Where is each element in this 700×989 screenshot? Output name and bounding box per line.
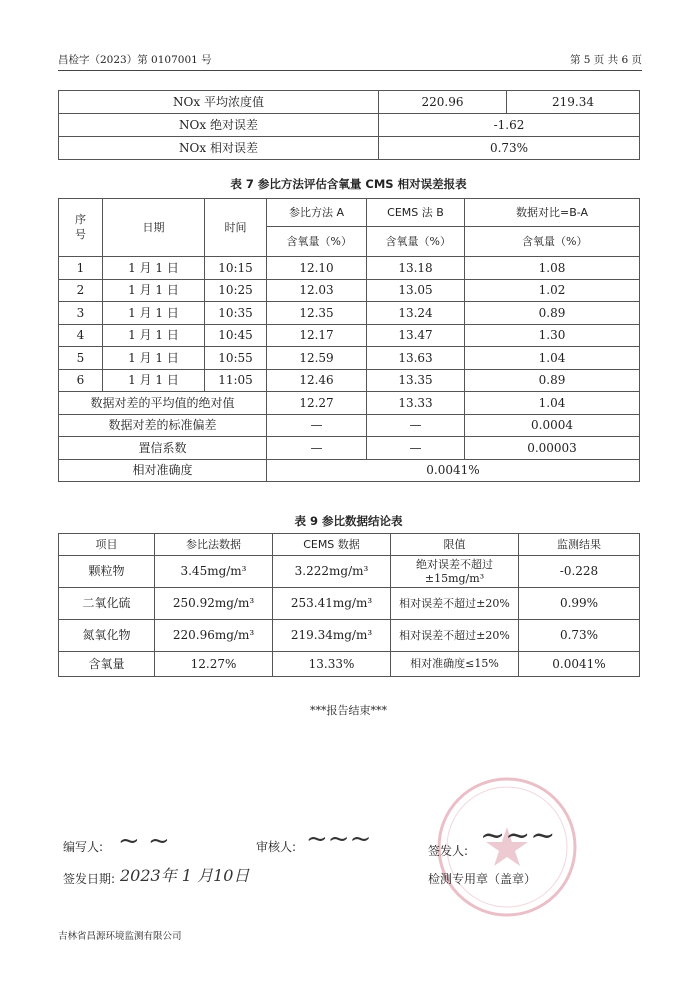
header-result: 监测结果 — [519, 534, 640, 556]
nox-abs-value: -1.62 — [379, 114, 640, 137]
page-info: 第 5 页 共 6 页 — [569, 54, 642, 66]
cell-date: 1 月 1 日 — [103, 369, 205, 392]
nox-rel-label: NOx 相对误差 — [59, 137, 379, 160]
summary-label: 数据对差的标准偏差 — [59, 414, 267, 437]
subheader-ref: 含氧量（%） — [267, 227, 367, 257]
cell-diff: 1.30 — [465, 324, 640, 347]
cell-ref: 12.17 — [267, 324, 367, 347]
cell-limit: 相对误差不超过±20% — [391, 620, 519, 652]
table-row — [59, 114, 640, 137]
table-row — [59, 369, 640, 392]
cell-item: 含氧量 — [59, 652, 155, 677]
table-row — [59, 302, 640, 325]
cell-item: 颗粒物 — [59, 556, 155, 588]
nox-avg-cems: 219.34 — [507, 91, 640, 114]
table7-caption: 表 7 参比方法评估含氧量 CMS 相对误差报表 — [230, 177, 467, 191]
cell-cems: 13.33% — [273, 652, 391, 677]
cell-seq: 4 — [59, 324, 103, 347]
cell-cems: 3.222mg/m³ — [273, 556, 391, 588]
cell-diff: 0.00003 — [465, 437, 640, 460]
header-item: 项目 — [59, 534, 155, 556]
cell-cems: 219.34mg/m³ — [273, 620, 391, 652]
cell-date: 1 月 1 日 — [103, 257, 205, 280]
issuer-signature: ~~~ — [480, 818, 556, 853]
cell-limit: 相对准确度≤15% — [391, 652, 519, 677]
cell-ref: 250.92mg/m³ — [155, 588, 273, 620]
nox-avg-label: NOx 平均浓度值 — [59, 91, 379, 114]
cell-ref: 12.03 — [267, 279, 367, 302]
cell-date: 1 月 1 日 — [103, 302, 205, 325]
cell-limit: 相对误差不超过±20% — [391, 588, 519, 620]
cell-diff: 0.89 — [465, 369, 640, 392]
summary-row — [59, 392, 640, 415]
footer-company: 吉林省昌源环境监测有限公司 — [58, 931, 182, 942]
cell-cems: — — [367, 414, 465, 437]
cell-ref: 12.46 — [267, 369, 367, 392]
subheader-diff: 含氧量（%） — [465, 227, 640, 257]
cell-ref: 12.59 — [267, 347, 367, 370]
table-header-row — [59, 199, 640, 227]
table-header-row — [59, 534, 640, 556]
cell-time: 10:55 — [205, 347, 267, 370]
table9-caption: 表 9 参比数据结论表 — [294, 514, 403, 528]
cell-cems: 13.33 — [367, 392, 465, 415]
cell-result: 0.73% — [519, 620, 640, 652]
cell-cems: 13.47 — [367, 324, 465, 347]
header-ref-data: 参比法数据 — [155, 534, 273, 556]
table-row — [59, 324, 640, 347]
cell-seq: 1 — [59, 257, 103, 280]
cell-ref: 12.35 — [267, 302, 367, 325]
summary-label: 数据对差的平均值的绝对值 — [59, 392, 267, 415]
issuer-label: 签发人: — [428, 844, 469, 858]
cell-result: -0.228 — [519, 556, 640, 588]
cell-diff: 0.0004 — [465, 414, 640, 437]
document-number: 昌检字（2023）第 0107001 号 — [58, 54, 212, 66]
issue-date-value: 2023年 1 月10日 — [120, 866, 250, 885]
cell-cems: 13.05 — [367, 279, 465, 302]
cell-ref: 220.96mg/m³ — [155, 620, 273, 652]
table-row — [59, 347, 640, 370]
cell-cems: 13.63 — [367, 347, 465, 370]
cell-seq: 6 — [59, 369, 103, 392]
summary-row — [59, 414, 640, 437]
cell-diff: 0.89 — [465, 302, 640, 325]
nox-summary-table — [58, 90, 640, 160]
cell-seq: 5 — [59, 347, 103, 370]
accuracy-value: 0.0041% — [267, 459, 640, 482]
cell-diff: 1.08 — [465, 257, 640, 280]
cell-seq: 3 — [59, 302, 103, 325]
cell-cems: 13.18 — [367, 257, 465, 280]
header-cems-data: CEMS 数据 — [273, 534, 391, 556]
table-row — [59, 620, 640, 652]
issue-date-label: 签发日期: — [63, 872, 116, 886]
cell-item: 氮氧化物 — [59, 620, 155, 652]
cell-diff: 1.04 — [465, 347, 640, 370]
summary-row — [59, 437, 640, 460]
header-limit: 限值 — [391, 534, 519, 556]
table-row — [59, 279, 640, 302]
writer-signature: ~ ~ — [118, 826, 170, 856]
cell-time: 11:05 — [205, 369, 267, 392]
table-row — [59, 652, 640, 677]
cell-ref: — — [267, 437, 367, 460]
cell-time: 10:35 — [205, 302, 267, 325]
cell-date: 1 月 1 日 — [103, 347, 205, 370]
cell-ref: 12.27 — [267, 392, 367, 415]
table-row — [59, 91, 640, 114]
reviewer-label: 审核人: — [256, 840, 297, 854]
cell-cems: — — [367, 437, 465, 460]
header-cems: CEMS 法 B — [367, 199, 465, 227]
header-seq: 序号 — [59, 199, 103, 257]
cell-ref: 3.45mg/m³ — [155, 556, 273, 588]
cell-result: 0.0041% — [519, 652, 640, 677]
nox-avg-ref: 220.96 — [379, 91, 507, 114]
table-row — [59, 556, 640, 588]
report-end-marker: ***报告结束*** — [310, 704, 387, 717]
table-row — [59, 257, 640, 280]
table9-conclusion — [58, 533, 640, 677]
cell-date: 1 月 1 日 — [103, 279, 205, 302]
reviewer-signature: ~~~ — [306, 824, 372, 854]
table-row — [59, 588, 640, 620]
cell-ref: — — [267, 414, 367, 437]
header-diff: 数据对比=B-A — [465, 199, 640, 227]
cell-diff: 1.02 — [465, 279, 640, 302]
table7-oxygen — [58, 198, 640, 482]
cell-date: 1 月 1 日 — [103, 324, 205, 347]
cell-result: 0.99% — [519, 588, 640, 620]
header-divider — [58, 70, 642, 71]
cell-cems: 253.41mg/m³ — [273, 588, 391, 620]
nox-rel-value: 0.73% — [379, 137, 640, 160]
cell-diff: 1.04 — [465, 392, 640, 415]
cell-item: 二氧化硫 — [59, 588, 155, 620]
subheader-cems: 含氧量（%） — [367, 227, 465, 257]
seal-label: 检测专用章（盖章） — [428, 872, 537, 886]
summary-label: 置信系数 — [59, 437, 267, 460]
cell-time: 10:45 — [205, 324, 267, 347]
page-header — [58, 52, 642, 66]
cell-ref: 12.10 — [267, 257, 367, 280]
cell-seq: 2 — [59, 279, 103, 302]
cell-time: 10:15 — [205, 257, 267, 280]
cell-limit: 绝对误差不超过±15mg/m³ — [391, 556, 519, 588]
header-date: 日期 — [103, 199, 205, 257]
accuracy-label: 相对准确度 — [59, 459, 267, 482]
table-row — [59, 137, 640, 160]
accuracy-row — [59, 459, 640, 482]
header-time: 时间 — [205, 199, 267, 257]
cell-cems: 13.24 — [367, 302, 465, 325]
cell-ref: 12.27% — [155, 652, 273, 677]
writer-label: 编写人: — [63, 840, 104, 854]
header-ref: 参比方法 A — [267, 199, 367, 227]
nox-abs-label: NOx 绝对误差 — [59, 114, 379, 137]
cell-time: 10:25 — [205, 279, 267, 302]
cell-cems: 13.35 — [367, 369, 465, 392]
